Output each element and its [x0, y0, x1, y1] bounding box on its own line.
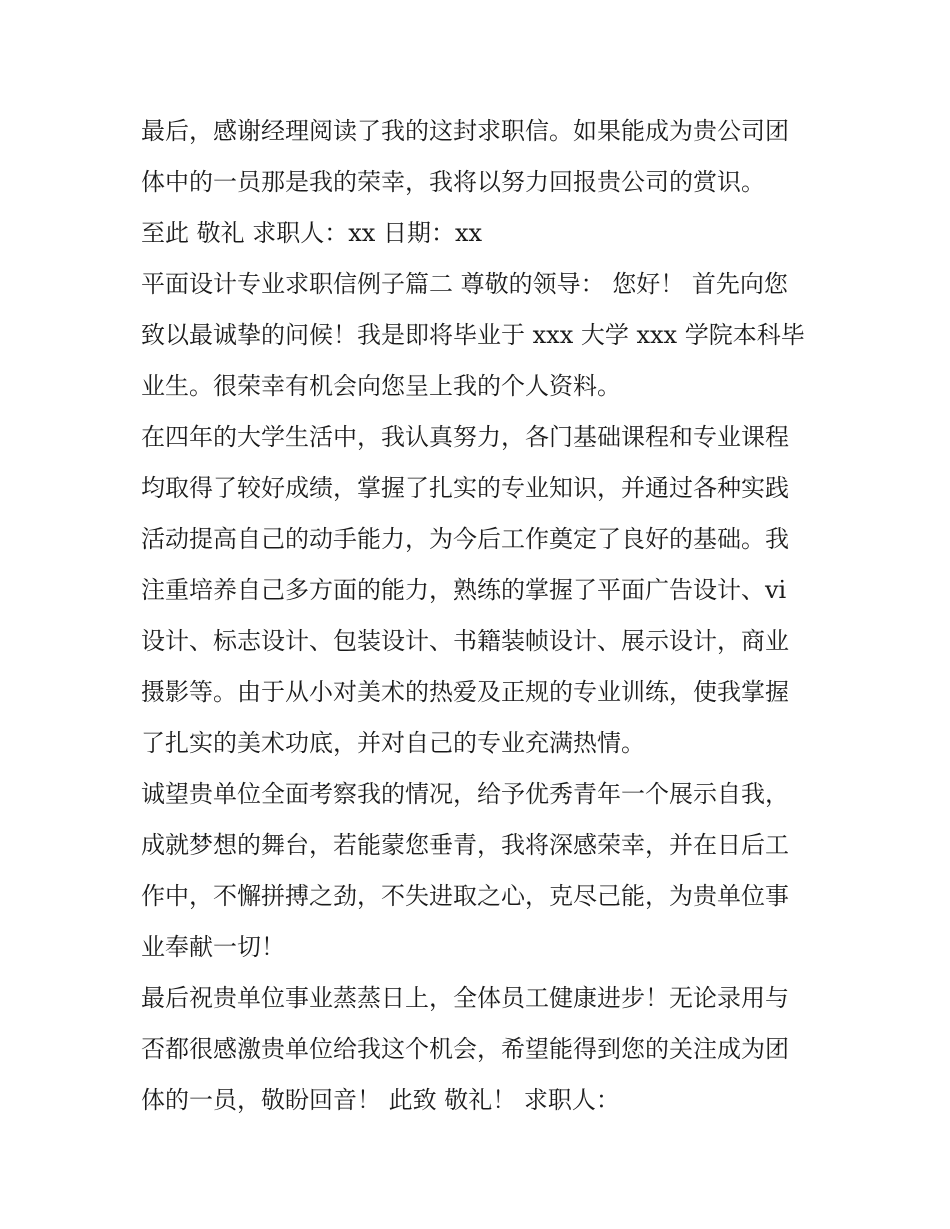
paragraph-letter-two-intro [141, 259, 813, 412]
text-line: 否都很感激贵单位给我这个机会，希望能得到您的关注成为团 [141, 1035, 789, 1063]
text-line: 业生。很荣幸有机会向您呈上我的个人资料。 [141, 372, 621, 400]
text-line: 作中，不懈拼搏之劲，不失进取之心，克尽己能，为贵单位事 [141, 882, 789, 910]
text-line: 均取得了较好成绩，掌握了扎实的专业知识，并通过各种实践 [141, 474, 789, 502]
paragraph-closing-wishes [141, 973, 813, 1126]
text-line: 摄影等。由于从小对美术的热爱及正规的专业训练，使我掌握 [141, 678, 789, 706]
text-line: 了扎实的美术功底，并对自己的专业充满热情。 [141, 729, 645, 757]
text-line: 诚望贵单位全面考察我的情况，给予优秀青年一个展示自我， [141, 780, 789, 808]
text-line: 体中的一员那是我的荣幸，我将以努力回报贵公司的赏识。 [141, 168, 765, 196]
text-line: 最后祝贵单位事业蒸蒸日上，全体员工健康进步！无论录用与 [141, 984, 789, 1012]
text-line: 平面设计专业求职信例子篇二 尊敬的领导： 您好！ 首先向您 [141, 270, 788, 298]
text-line: 至此 敬礼 求职人：xx 日期：xx [141, 219, 483, 247]
document-body [141, 106, 813, 1126]
text-line: 致以最诚挚的问候！我是即将毕业于 xxx 大学 xxx 学院本科毕 [141, 321, 805, 349]
paragraph-closing-thanks [141, 106, 813, 208]
text-line: 设计、标志设计、包装设计、书籍装帧设计、展示设计，商业 [141, 627, 789, 655]
paragraph-university-life [141, 412, 813, 769]
text-line: 最后，感谢经理阅读了我的这封求职信。如果能成为贵公司团 [141, 117, 789, 145]
paragraph-signoff [141, 208, 813, 259]
text-line: 活动提高自己的动手能力，为今后工作奠定了良好的基础。我 [141, 525, 789, 553]
text-line: 业奉献一切！ [141, 933, 285, 961]
text-line: 注重培养自己多方面的能力，熟练的掌握了平面广告设计、vi [141, 576, 787, 604]
paragraph-request [141, 769, 813, 973]
text-line: 成就梦想的舞台，若能蒙您垂青，我将深感荣幸，并在日后工 [141, 831, 789, 859]
text-line: 体的一员，敬盼回音！ 此致 敬礼！ 求职人： [141, 1086, 620, 1114]
text-line: 在四年的大学生活中，我认真努力，各门基础课程和专业课程 [141, 423, 789, 451]
